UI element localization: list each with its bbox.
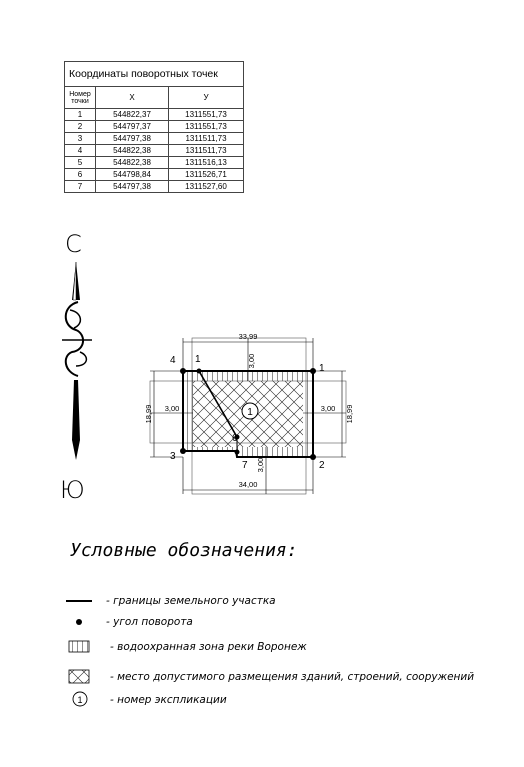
- offset-left: 3,00: [164, 404, 180, 413]
- turn-point-icon: [76, 619, 82, 625]
- cell-x: 544797,37: [96, 121, 169, 133]
- cell-y: 1311511,73: [169, 145, 244, 157]
- turn-point-3: [180, 448, 186, 454]
- south-arrow-icon: [72, 380, 80, 460]
- cell-x: 544797,38: [96, 181, 169, 193]
- cell-x: 544797,38: [96, 133, 169, 145]
- legend-item-water-zone: - водоохранная зона реки Воронеж: [110, 641, 307, 653]
- building-area-swatch-icon: [69, 670, 89, 683]
- dim-top: 33,99: [238, 332, 258, 341]
- cell-x: 544822,37: [96, 109, 169, 121]
- compass-ornament-icon: [62, 302, 92, 376]
- header-x: X: [96, 87, 169, 109]
- cell-x: 544798,84: [96, 169, 169, 181]
- north-label: С: [65, 230, 82, 258]
- cell-x: 544822,38: [96, 157, 169, 169]
- cell-y: 1311516,13: [169, 157, 244, 169]
- cell-point: 5: [65, 157, 96, 169]
- point-label: 4: [170, 355, 176, 366]
- offset-top: 3,00: [247, 353, 256, 369]
- cell-point: 7: [65, 181, 96, 193]
- cell-point: 2: [65, 121, 96, 133]
- turn-point-1: [310, 368, 316, 374]
- cell-y: 1311551,73: [169, 109, 244, 121]
- dim-right: 18,99: [345, 404, 354, 424]
- legend-item-explication: - номер экспликации: [110, 694, 227, 706]
- table-title: Координаты поворотных точек: [65, 62, 244, 87]
- turn-point-7: [235, 450, 240, 455]
- dim-bottom: 34,00: [238, 480, 258, 489]
- turn-point-5: [197, 369, 202, 374]
- explication-marker: [242, 403, 258, 419]
- legend-circle-label: 1: [77, 695, 83, 705]
- cell-point: 3: [65, 133, 96, 145]
- cell-y: 1311551,73: [169, 121, 244, 133]
- point-label: 6: [232, 433, 238, 444]
- cell-point: 4: [65, 145, 96, 157]
- legend-item-building: - место допустимого размещения зданий, строений, сооружений: [110, 671, 475, 683]
- point-label: 1: [319, 363, 325, 374]
- cell-y: 1311527,60: [169, 181, 244, 193]
- point-label: 2: [319, 460, 325, 471]
- turn-point-4: [180, 368, 186, 374]
- cell-point: 1: [65, 109, 96, 121]
- point-label: 1: [195, 354, 201, 365]
- legend-title: Условные обозначения:: [70, 540, 298, 561]
- turn-point-2: [310, 454, 316, 460]
- water-zone-swatch-icon: [69, 641, 89, 652]
- offset-bottom: 3,00: [256, 457, 265, 473]
- legend-item-turn: - угол поворота: [106, 616, 193, 628]
- cell-y: 1311511,73: [169, 133, 244, 145]
- legend-item-boundary: - границы земельного участка: [106, 595, 276, 607]
- cell-x: 544822,38: [96, 145, 169, 157]
- legend: [66, 540, 474, 706]
- site-plan: [144, 332, 354, 494]
- point-label: 7: [242, 460, 248, 471]
- cell-y: 1311526,71: [169, 169, 244, 181]
- header-point-number: Номер точки: [65, 87, 96, 109]
- explication-number: 1: [247, 407, 253, 418]
- south-label: Ю: [60, 476, 85, 504]
- dim-left: 18,99: [144, 404, 153, 424]
- header-y: У: [169, 87, 244, 109]
- compass: [60, 230, 92, 504]
- offset-right: 3,00: [320, 404, 336, 413]
- point-label: 3: [170, 451, 176, 462]
- cell-point: 6: [65, 169, 96, 181]
